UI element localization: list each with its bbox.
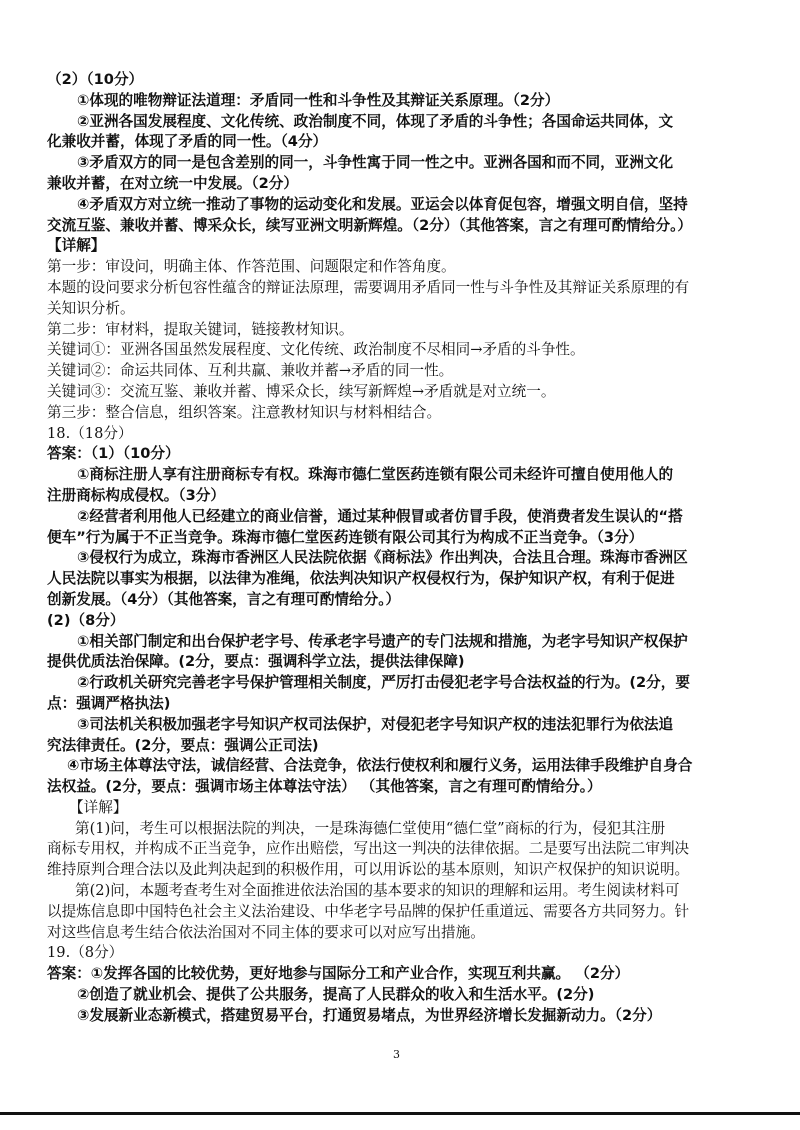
text-line: 注册商标构成侵权。（3分） — [47, 486, 225, 504]
text-line: ②创造了就业机会、提供了公共服务，提高了人民群众的收入和生活水平。(2分) — [77, 986, 595, 1004]
text-line: 本题的设问要求分析包容性蕴含的辩证法原理，需要调用矛盾同一性与斗争性及其辩证关系原理的有 — [47, 278, 690, 296]
text-line: 维持原判合理合法以及此判决起到的积极作用，可以用诉讼的基本原则，知识产权保护的知识说明。 — [47, 861, 690, 879]
text-line: 第(1)问，考生可以根据法院的判决，一是珠海德仁堂使用“德仁堂”商标的行为，侵犯其注册 — [75, 819, 666, 837]
text-line: ①商标注册人享有注册商标专有权。珠海市德仁堂医药连锁有限公司未经许可擅自使用他人的 — [77, 466, 674, 484]
text-line: 创新发展。（4分）（其他答案，言之有理可酌情给分。） — [47, 590, 401, 608]
text-line: ④市场主体尊法守法，诚信经营、合法竞争，依法行使权利和履行义务，运用法律手段维护自身合 — [67, 757, 693, 775]
text-line: 答案：（1）（10分） — [47, 445, 180, 463]
text-line: 商标专用权，并构成不正当竞争，应作出赔偿，写出这一判决的法律依据。二是要写出法院二审判决 — [47, 840, 690, 858]
text-line: 关键词③：交流互鉴、兼收并蓄、博采众长，续写新辉煌→矛盾就是对立统一。 — [47, 382, 556, 400]
text-line: （2）（10分） — [47, 71, 144, 88]
text-line: 人民法院以事实为根据，以法律为准绳，依法判决知识产权侵权行为，保护知识产权，有利于促进 — [47, 570, 675, 588]
text-line: 兼收并蓄，在对立统一中发展。（2分） — [47, 174, 298, 192]
text-line: ②亚洲各国发展程度、文化传统、政治制度不同，体现了矛盾的斗争性；各国命运共同体，文 — [77, 112, 674, 130]
text-line: ②经营者利用他人已经建立的商业信誉，通过某种假冒或者仿冒手段，使消费者发生误认的“搭 — [77, 507, 683, 525]
text-line: ③矛盾双方的同一是包含差别的同一，斗争性寓于同一性之中。亚洲各国和而不同，亚洲文化 — [77, 154, 674, 172]
text-line: ①体现的唯物辩证法道理：矛盾同一性和斗争性及其辩证关系原理。（2分） — [77, 91, 560, 109]
text-line: 关键词②：命运共同体、互利共赢、兼收并蓄→矛盾的同一性。 — [47, 362, 454, 380]
text-line: 交流互鉴、兼收并蓄、博采众长，续写亚洲文明新辉煌。（2分）（其他答案，言之有理可酌情给分。） — [47, 216, 692, 234]
text-line: 第一步：审设问，明确主体、作答范围、问题限定和作答角度。 — [47, 258, 456, 276]
text-line: 点：强调严格执法) — [47, 694, 171, 712]
text-line: 关知识分析。 — [47, 299, 135, 317]
text-line: 第三步：整合信息，组织答案。注意教材知识与材料相结合。 — [47, 403, 442, 421]
text-line: 第二步：审材料，提取关键词，链接教材知识。 — [47, 320, 354, 338]
page-number: 3 — [393, 1048, 400, 1061]
text-line: ③司法机关积极加强老字号知识产权司法保护，对侵犯老字号知识产权的违法犯罪行为依法追 — [77, 715, 674, 733]
text-line: 答案：①发挥各国的比较优势，更好地参与国际分工和产业合作，实现互利共赢。 （2分） — [47, 965, 630, 983]
text-line: 【详解】 — [47, 237, 106, 255]
text-line: 对这些信息考生结合依法治国对不同主体的要求可以对应写出措施。 — [47, 923, 485, 941]
text-line: 19.（8分） — [47, 944, 124, 962]
text-line: 究法律责任。(2分，要点：强调公正司法) — [47, 736, 319, 754]
text-line: ④矛盾双方对立统一推动了事物的运动变化和发展。亚运会以体育促包容，增强文明自信，坚持 — [77, 195, 688, 213]
text-line: 第(2)问，本题考查考生对全面推进依法治国的基本要求的知识的理解和运用。考生阅读材料可 — [75, 882, 680, 900]
text-line: 化兼收并蓄，体现了矛盾的同一性。（4分） — [47, 133, 328, 151]
text-line: 【详解】 — [69, 798, 128, 816]
text-line: ①相关部门制定和出台保护老字号、传承老字号遗产的专门法规和措施，为老字号知识产权保护 — [77, 632, 688, 650]
text-line: 18.（18分） — [47, 424, 133, 442]
text-line: ③侵权行为成立，珠海市香洲区人民法院依据《商标法》作出判决，合法且合理。珠海市香洲区 — [77, 549, 688, 567]
text-line: 便车”行为属于不正当竞争。珠海市德仁堂医药连锁有限公司其行为构成不正当竞争。（3分） — [47, 528, 644, 546]
text-line: 关键词①：亚洲各国虽然发展程度、文化传统、政治制度不尽相同→矛盾的斗争性。 — [47, 341, 585, 359]
bottom-rule — [0, 1112, 800, 1115]
text-line: ②行政机关研究完善老字号保护管理相关制度，严厉打击侵犯老字号合法权益的行为。(2分，要 — [77, 674, 690, 692]
text-line: 提供优质法治保障。(2分，要点：强调科学立法，提供法律保障) — [47, 653, 465, 671]
text-line: ③发展新业态新模式，搭建贸易平台，打通贸易堵点，为世界经济增长发掘新动力。（2分） — [77, 1006, 662, 1024]
text-line: 以提炼信息即中国特色社会主义法治建设、中华老字号品牌的保护任重道远、需要各方共同努力。针 — [47, 902, 690, 920]
text-line: (2)（8分） — [47, 611, 125, 629]
text-line: 法权益。(2分，要点：强调市场主体尊法守法） （其他答案，言之有理可酌情给分。） — [47, 778, 602, 796]
